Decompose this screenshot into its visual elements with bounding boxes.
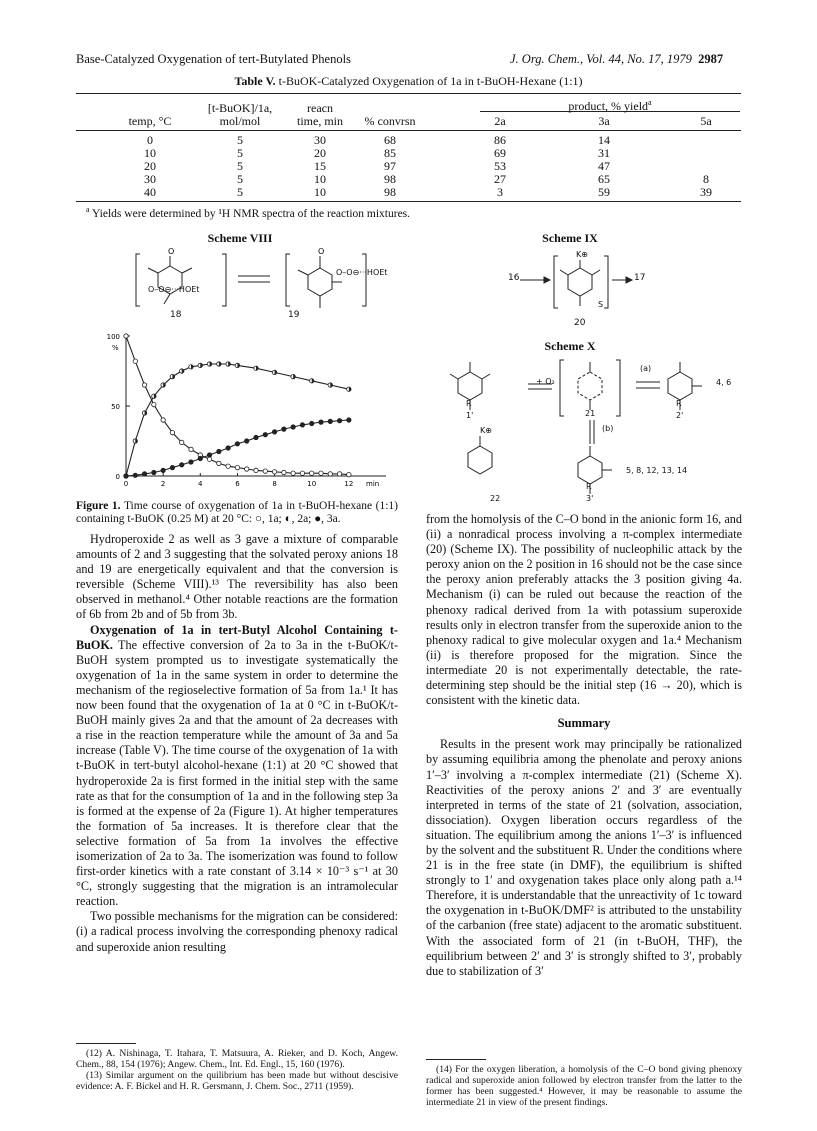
data-point-1a xyxy=(245,467,249,471)
table-cell-ratio: 5 xyxy=(237,146,243,160)
x-tick-label: 8 xyxy=(272,480,277,488)
table-cell-y5a: 8 xyxy=(703,172,709,186)
scheme-x-label-22: 22 xyxy=(490,494,501,503)
table-top-rule xyxy=(76,93,741,94)
table-header-5a: 5a xyxy=(700,114,712,128)
left-paragraph-1: Hydroperoxide 2 as well as 3 gave a mixture of comparable amounts of 2 and 3 suggesting that the solvated peroxy anions 18 and 19 are energetically equivalent and that the conversion is reversible (Scheme VIII).¹³ The reversibility has also been observed in methanol.⁴ Other notable reactions are the formation of 6b from 2b and of 5b from 3b. xyxy=(76,532,398,622)
data-point-3a xyxy=(282,427,286,431)
scheme-viii-label-18: 18 xyxy=(170,310,182,320)
data-point-3a xyxy=(170,465,174,469)
data-point-3a xyxy=(347,418,351,422)
table-cell-y3a: 14 xyxy=(598,133,610,147)
table-header-ratio: [t-BuOK]/1a, mol/mol xyxy=(207,101,273,128)
scheme-x-title: Scheme X xyxy=(544,339,596,353)
table-cell-y2a: 86 xyxy=(494,133,506,147)
data-point-3a xyxy=(133,473,137,477)
x-tick-label: 4 xyxy=(198,480,203,488)
scheme-x-r-1: R xyxy=(466,399,472,408)
x-tick-label: 6 xyxy=(235,480,240,488)
scheme-x-label-2: 2' xyxy=(676,411,684,420)
table-cell-y3a: 65 xyxy=(598,172,610,186)
data-point-3a xyxy=(263,433,267,437)
table-cell-y2a: 69 xyxy=(494,146,506,160)
data-point-3a xyxy=(337,419,341,423)
table-cell-y2a: 27 xyxy=(494,172,506,186)
scheme-x-products-a: 4, 6 xyxy=(716,378,732,387)
y-tick-label: 0 xyxy=(115,473,120,481)
table-cell-time: 10 xyxy=(314,172,326,186)
table-header-3a: 3a xyxy=(598,114,610,128)
data-point-3a xyxy=(328,419,332,423)
scheme-x-products-b: 5, 8, 12, 13, 14 xyxy=(626,466,688,475)
scheme-x-label-21: 21 xyxy=(585,409,596,418)
data-point-3a xyxy=(161,468,165,472)
data-point-3a xyxy=(254,435,258,439)
data-point-3a xyxy=(272,430,276,434)
data-point-1a xyxy=(133,359,137,363)
scheme-ix-from: 16 xyxy=(508,273,520,283)
x-tick-label: 2 xyxy=(160,480,166,488)
ref-13: (13) Similar argument on the quilibrium has been made but without descisive evidence: A. F. Bickel and H. R. Gersmann, J. Chem. Soc., 2711 (1959). xyxy=(76,1070,398,1092)
scheme-x-r-2: R xyxy=(676,399,682,408)
table-header-product: product, % yield$^a$ xyxy=(568,98,652,113)
series-line-1 xyxy=(126,364,349,476)
table-cell-y3a: 31 xyxy=(598,146,610,160)
scheme-ix-title: Scheme IX xyxy=(542,231,598,245)
scheme-ix-k: K⊕ xyxy=(576,250,588,259)
scheme-viii-oo-right: O–O⊖···HOEt xyxy=(336,268,388,277)
left-paragraph-2: Oxygenation of 1a in tert-Butyl Alcohol Containing t-BuOK. The effective conversion of 2a to 3a in the t-BuOK/t-BuOH system prompted us to investigate systematically the oxygenation of 1a in the same system in order to determine the mechanism of the regioselective formation of 5a from 1a.¹ It has now been found that the oxygenation of 1a at 0 °C in t-BuOK/t-BuOH mainly gives 2a and that the amount of 2a decreases with a rise in the reaction temperature while the amount of 3a and 5a increase (Table V). The time course of the oxygenation of 1a with t-BuOK in tert-butyl alcohol-hexane (1:1) at 20 °C showed that hydroperoxide 2a is first formed in the initial step with the same rate as that for the consumption of 1a and in the following step 3a is formed at the expense of 2a (Figure 1). At higher temperatures the formation of 5a increases. It is therefore clear that the selective formation of 5a from 1a involves the effective isomerization of 2a to 3a. The isomerization was found to follow first-order kinetics with a rate constant of 3.14 × 10⁻³ s⁻¹ at 30 °C, strongly suggesting that the migration is an intramolecular reaction. xyxy=(76,622,399,909)
table-header-convrsn: % convrsn xyxy=(364,114,416,128)
scheme-ix-s: S xyxy=(598,300,604,309)
table-header-time: reacn time, min xyxy=(297,101,343,128)
data-point-1a xyxy=(142,383,146,387)
table-cell-ratio: 5 xyxy=(237,133,243,147)
table-cell-temp: 30 xyxy=(144,172,156,186)
data-point-3a xyxy=(319,420,323,424)
table-cell-conv: 68 xyxy=(384,133,396,147)
table-cell-time: 20 xyxy=(314,146,326,160)
scheme-x-path-b: (b) xyxy=(602,424,614,433)
data-point-1a xyxy=(272,470,276,474)
figure-1-chart xyxy=(86,326,416,502)
y-tick-label: 50 xyxy=(111,403,120,411)
data-point-1a xyxy=(189,447,193,451)
data-point-3a xyxy=(235,442,239,446)
running-header-journal: J. Org. Chem., Vol. 44, No. 17, 1979 2987 xyxy=(510,52,724,66)
right-column xyxy=(426,512,742,979)
data-point-3a xyxy=(180,463,184,467)
scheme-viii-oo-left: O–O⊖···HOEt xyxy=(148,285,200,294)
data-point-3a xyxy=(226,446,230,450)
table-cell-y5a: 39 xyxy=(700,185,712,199)
scheme-x-r-3: R xyxy=(586,482,592,491)
data-point-1a xyxy=(328,472,332,476)
data-point-3a xyxy=(245,439,249,443)
data-point-1a xyxy=(226,464,230,468)
table-header-temp: temp, °C xyxy=(128,114,172,128)
data-point-1a xyxy=(170,430,174,434)
x-tick-label: 10 xyxy=(307,480,317,488)
table-cell-y3a: 47 xyxy=(598,159,610,173)
refs-right xyxy=(426,1064,742,1108)
data-point-1a xyxy=(207,457,211,461)
table-cell-conv: 98 xyxy=(384,172,396,186)
data-point-1a xyxy=(337,472,341,476)
data-point-1a xyxy=(152,402,156,406)
table-cell-y2a: 3 xyxy=(497,185,503,199)
table-cell-temp: 20 xyxy=(144,159,156,173)
svg-text:O: O xyxy=(318,247,325,256)
data-point-3a xyxy=(189,460,193,464)
svg-text:O: O xyxy=(168,247,175,256)
refs-left xyxy=(76,1048,398,1092)
data-point-3a xyxy=(217,449,221,453)
data-point-1a xyxy=(347,472,351,476)
right-paragraph-2: Results in the present work may principally be rationalized by assuming equilibria among the phenolate and peroxy anions 1′–3′ involving a π-complex intermediate (21) (Scheme X). Reactivities of the peroxy anions 2′ and 3′ are eventually interpreted in terms of the state of 21 (solvation, association, dissociation). Oxygen liberation occurs regardless of the situation. The equilibrium among the anions 1′–3′ is influenced by the solvent and the substituent R. Under the conditions where 21 is in the free state (in DMF), the equilibrium is shifted strongly to 1′ and oxygenation takes place only along path a.¹⁴ Therefore, it is understandable that the unreactivity of 1c toward the oxygenation in t-BuOK/DMF² is attributed to the unstability of the carbanion (free state) adjacent to the aromatic substituent. With the associated form of 21 (in t-BuOH, THF), the equilibrium between 2′ and 3′ is strongly shifted to 3′, probably due to stabilization of 3′ xyxy=(426,737,742,978)
left-column xyxy=(76,532,398,955)
right-paragraph-1: from the homolysis of the C–O bond in the anionic form 16, and (ii) a nonradical process involving a π-complex intermediate (20) (Scheme IX). The possibility of nucleophilic attack by the peroxy anion on the 2 position in 16 should not be the case since the peroxy anion preferably attacks the 3 position giving 4a. Mechanism (i) can be ruled out because the reaction of the phenoxy radical derived from 1a with potassium superoxide results only in electron transfer from the superoxide anion to the phenoxy radical to give molecular oxygen and 1a.⁴ Mechanism (ii) is therefore proposed for the migration. Since the intermediate 20 is not experimentally detectable, the rate-determining step should be the initial step (16 → 20), which is consistent with the kinetic data. xyxy=(426,512,742,708)
series-line-0 xyxy=(126,336,349,475)
y-axis-label: % xyxy=(112,344,119,352)
y-tick-label: 100 xyxy=(106,333,120,341)
data-point-1a xyxy=(235,465,239,469)
scheme-viii-title: Scheme VIII xyxy=(207,231,273,245)
data-point-3a xyxy=(124,474,128,478)
scheme-x-k: K⊕ xyxy=(480,426,492,435)
table-cell-temp: 10 xyxy=(144,146,156,160)
data-point-1a xyxy=(282,470,286,474)
table-cell-conv: 97 xyxy=(384,159,396,173)
x-axis-label: min xyxy=(366,480,380,488)
data-point-1a xyxy=(263,469,267,473)
figure-1-caption: Figure 1. Time course of oxygenation of 1a in t-BuOH-hexane (1:1) containing t-BuOK (0.25 M) at 20 °C: ○, 1a; ◐, 2a; ●, 3a. xyxy=(76,500,398,525)
x-tick-label: 12 xyxy=(344,480,354,488)
table-cell-conv: 98 xyxy=(384,185,396,199)
ref-14: (14) For the oxygen liberation, a homolysis of the C–O bond giving phenoxy radical and superoxide anion followed by electron transfer from the latter to the former has been suggested.⁴ However, it may be reasonable to assume the intermediate 21 in view of the present findings. xyxy=(426,1064,742,1108)
ref-12: (12) A. Nishinaga, T. Itahara, T. Matsuura, A. Rieker, and D. Koch, Angew. Chem., 88, 154 (1976); Angew. Chem., Int. Ed. Engl., 15, 160 (1976). xyxy=(76,1048,398,1070)
scheme-x-path-a: (a) xyxy=(640,364,652,373)
data-point-1a xyxy=(124,334,128,338)
table-cell-temp: 0 xyxy=(147,133,153,147)
table-header-rule xyxy=(76,130,741,131)
table-cell-time: 15 xyxy=(314,159,326,173)
table-bottom-rule xyxy=(76,201,741,202)
table-title: Table V. t-BuOK-Catalyzed Oxygenation of 1a in t-BuOH-Hexane (1:1) xyxy=(234,74,583,88)
data-point-3a xyxy=(152,470,156,474)
table-product-rule xyxy=(480,111,740,112)
data-point-1a xyxy=(310,471,314,475)
data-point-3a xyxy=(142,472,146,476)
table-cell-y3a: 59 xyxy=(598,185,610,199)
table-cell-ratio: 5 xyxy=(237,185,243,199)
table-footnote: $^a$ Yields were determined by ¹H NMR spectra of the reaction mixtures. xyxy=(86,205,411,220)
left-paragraph-3: Two possible mechanisms for the migration can be considered: (i) a radical process involving the corresponding phenoxy radical and superoxide anion resulting xyxy=(76,909,398,954)
data-point-3a xyxy=(300,423,304,427)
running-header-title: Base-Catalyzed Oxygenation of tert-Butylated Phenols xyxy=(76,52,351,66)
data-point-1a xyxy=(161,418,165,422)
scheme-x-label-1: 1' xyxy=(466,411,474,420)
table-cell-ratio: 5 xyxy=(237,172,243,186)
data-point-1a xyxy=(319,471,323,475)
data-point-1a xyxy=(180,440,184,444)
scheme-x-label-3: 3' xyxy=(586,494,594,503)
table-cell-y2a: 53 xyxy=(494,159,506,173)
data-point-3a xyxy=(207,453,211,457)
data-point-1a xyxy=(254,468,258,472)
data-point-3a xyxy=(310,421,314,425)
table-cell-temp: 40 xyxy=(144,185,156,199)
scheme-x-o2: + O₂ xyxy=(536,377,555,386)
scheme-ix-to: 17 xyxy=(634,273,646,283)
data-point-1a xyxy=(300,471,304,475)
table-cell-time: 10 xyxy=(314,185,326,199)
scheme-viii-label-19: 19 xyxy=(288,310,300,320)
refs-left-rule xyxy=(76,1043,136,1044)
summary-heading: Summary xyxy=(557,716,611,731)
refs-right-rule xyxy=(426,1059,486,1060)
scheme-ix-label-20: 20 xyxy=(574,318,586,328)
data-point-1a xyxy=(291,471,295,475)
table-cell-ratio: 5 xyxy=(237,159,243,173)
data-point-3a xyxy=(291,425,295,429)
page-number: 2987 xyxy=(698,52,724,66)
data-point-1a xyxy=(217,461,221,465)
x-tick-label: 0 xyxy=(123,480,129,488)
data-point-3a xyxy=(198,456,202,460)
table-cell-time: 30 xyxy=(314,133,326,147)
table-cell-conv: 85 xyxy=(384,146,396,160)
table-header-2a: 2a xyxy=(494,114,506,128)
